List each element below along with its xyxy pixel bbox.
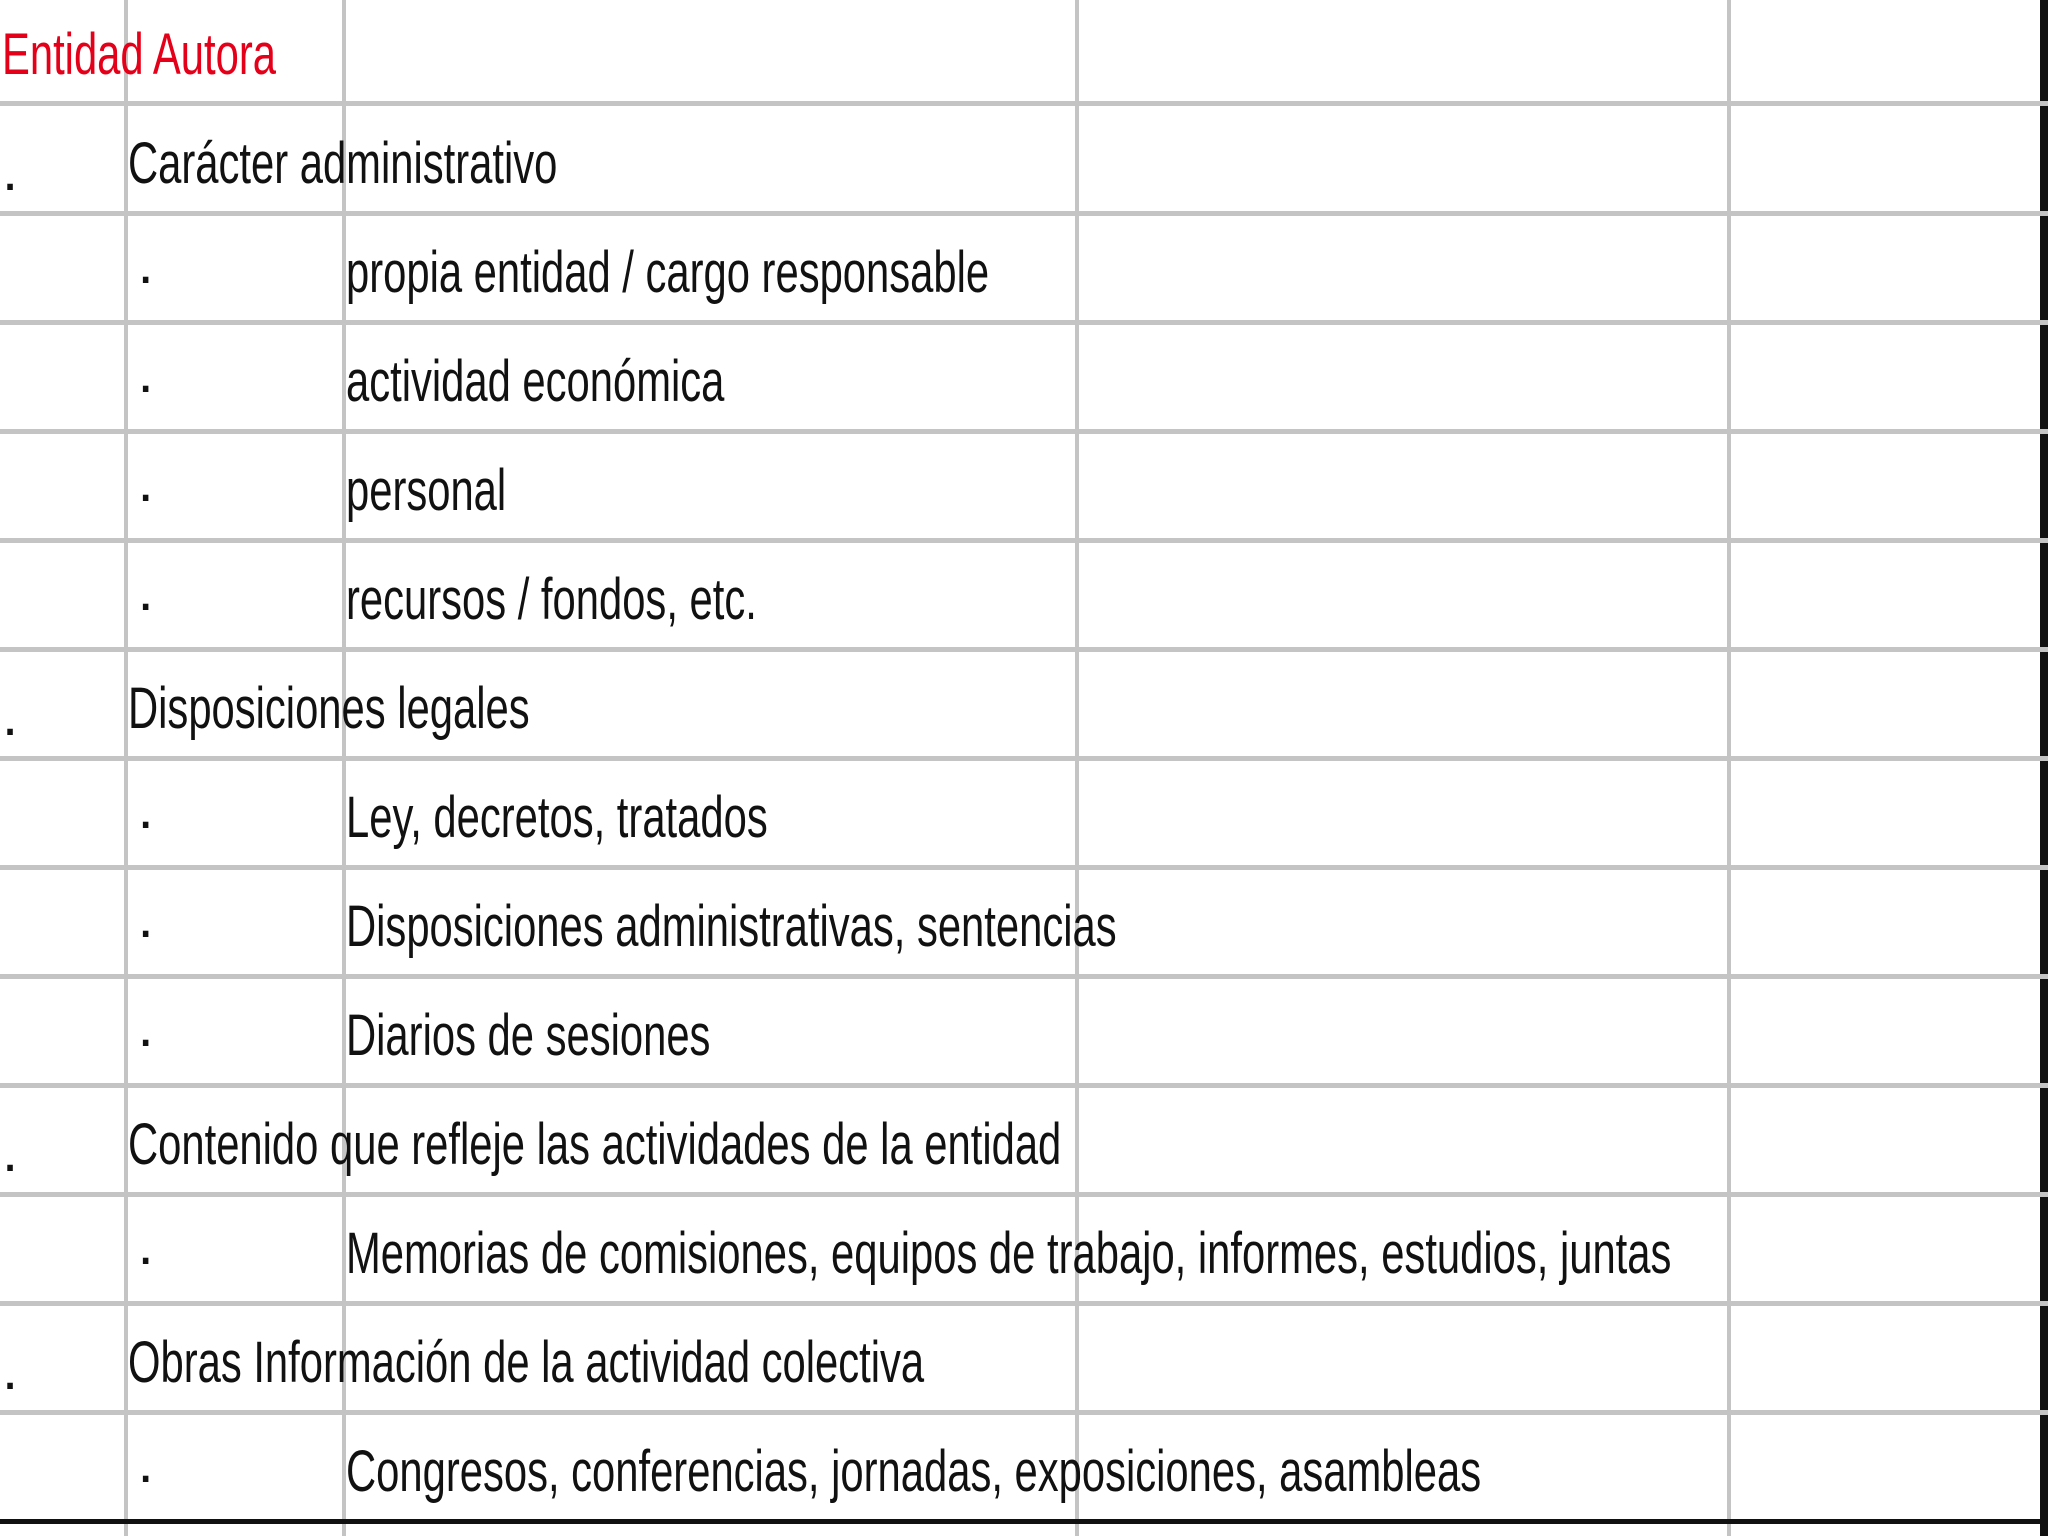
row-marker: . [2, 138, 19, 203]
section-cell[interactable]: Contenido que refleje las actividades de la entidad [128, 1112, 1062, 1177]
item-cell[interactable]: Diarios de sesiones [346, 1003, 711, 1068]
bullet-marker: · [136, 571, 156, 636]
item-cell[interactable]: Congresos, conferencias, jornadas, exposiciones, asambleas [346, 1439, 1482, 1504]
bullet-marker: · [136, 462, 156, 527]
row-divider [0, 538, 2048, 543]
bullet-marker: · [136, 244, 156, 309]
item-cell[interactable]: Ley, decretos, tratados [346, 785, 768, 850]
item-cell[interactable]: propia entidad / cargo responsable [346, 240, 990, 305]
item-cell[interactable]: actividad económica [346, 349, 725, 414]
row-divider [0, 429, 2048, 434]
title-cell[interactable]: Entidad Autora [2, 22, 276, 87]
row-divider [0, 647, 2048, 652]
bullet-marker: · [136, 789, 156, 854]
bullet-marker: · [136, 1007, 156, 1072]
row-divider [0, 865, 2048, 870]
item-cell[interactable]: recursos / fondos, etc. [346, 567, 757, 632]
item-cell[interactable]: Disposiciones administrativas, sentencias [346, 894, 1117, 959]
item-cell[interactable]: personal [346, 458, 507, 523]
item-cell[interactable]: Memorias de comisiones, equipos de trabajo, informes, estudios, juntas [346, 1221, 1672, 1286]
bullet-marker: · [136, 898, 156, 963]
row-divider [0, 1083, 2048, 1088]
section-cell[interactable]: Obras Información de la actividad colectiva [128, 1330, 925, 1395]
bullet-marker: · [136, 353, 156, 418]
row-divider [0, 320, 2048, 325]
row-divider [0, 101, 2048, 106]
bullet-marker: · [136, 1443, 156, 1508]
bullet-marker: · [136, 1225, 156, 1290]
section-cell[interactable]: Disposiciones legales [128, 676, 530, 741]
row-marker: . [2, 1119, 19, 1184]
section-cell[interactable]: Carácter administrativo [128, 131, 558, 196]
row-marker: . [2, 1337, 19, 1402]
row-marker: . [2, 683, 19, 748]
